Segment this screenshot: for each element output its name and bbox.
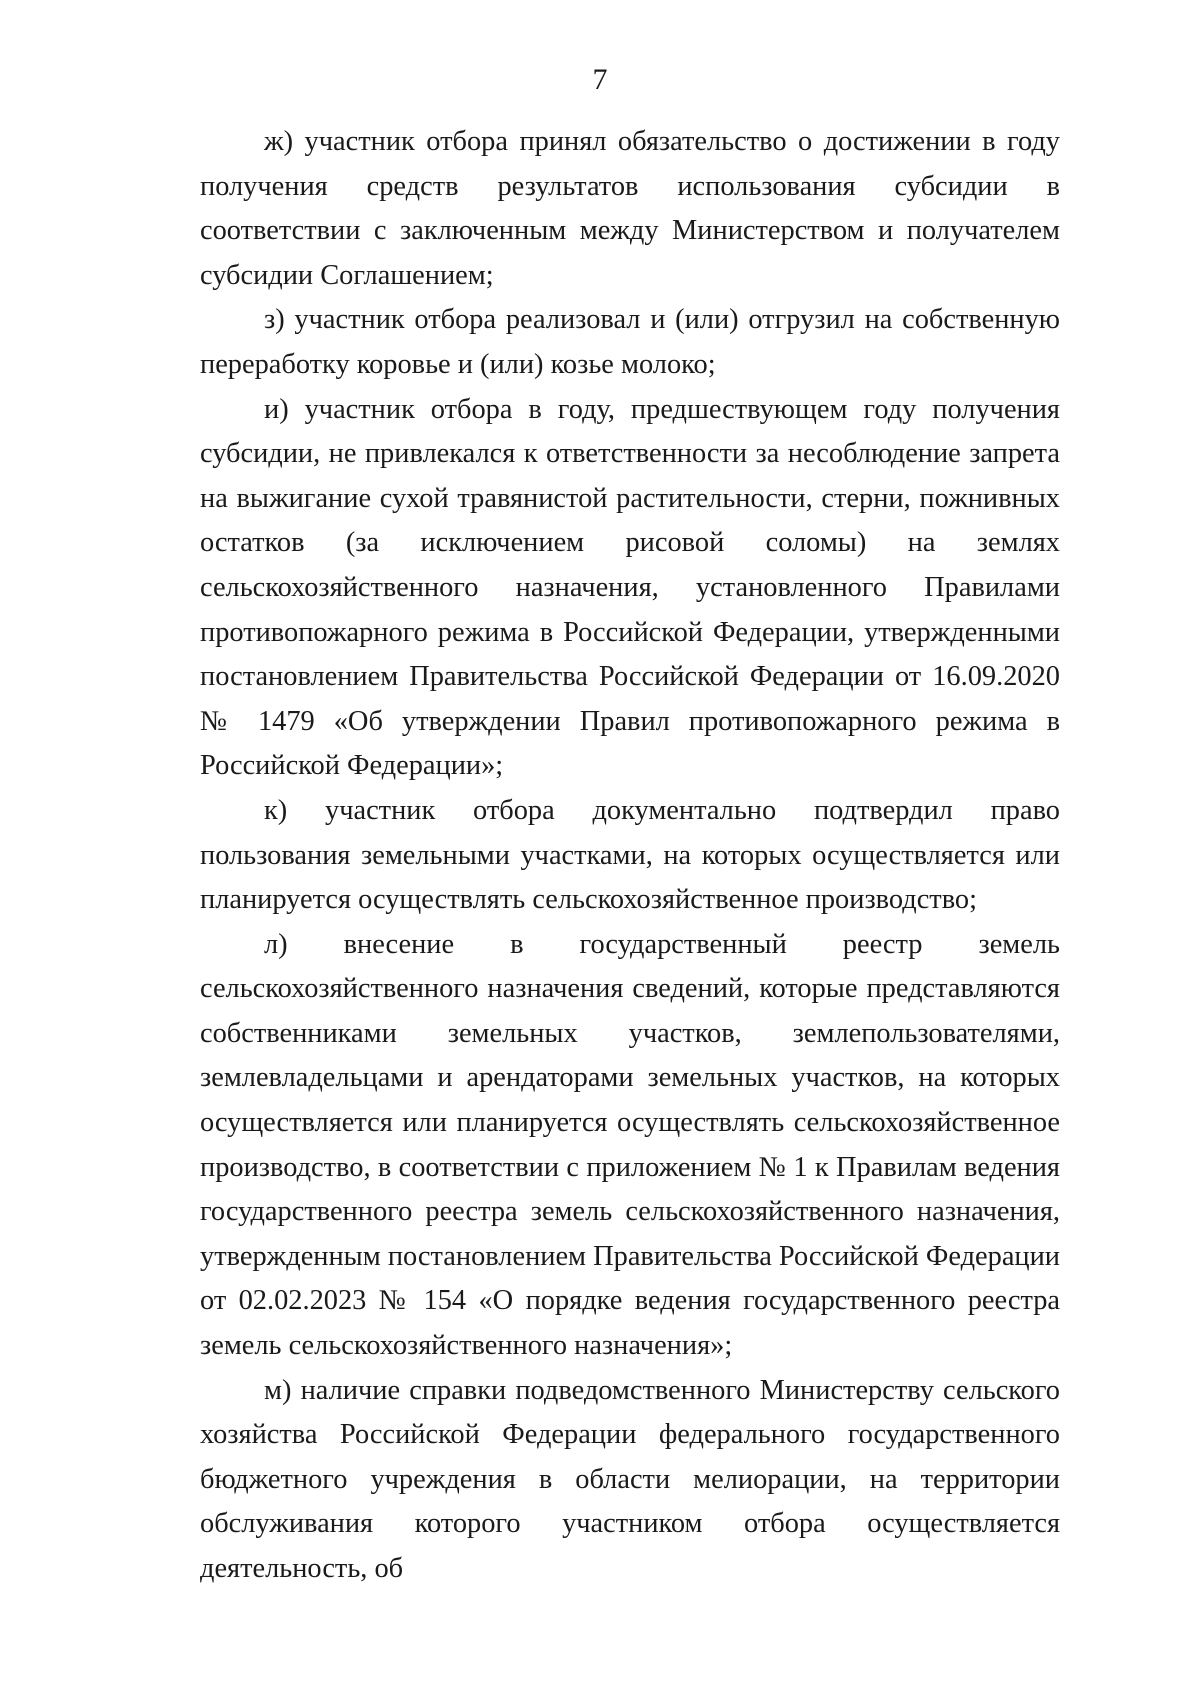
paragraph-l: л) внесение в государственный реестр земель сельскохозяйственного назначения сведений, которые представляются собственниками земельных участков, землепользователями, землевладельцами и арендаторами земельных участков, на которых осуществляется или планируется осуществлять сельскохозяйственное производство, в соответствии с приложением № 1 к Правилам ведения государственного реестра земель сельскохозяйственного назначения, утвержденным постановлением Правительства Российской Федерации от 02.02.2023 № 154 «О порядке ведения государственного реестра земель сельскохозяйственного назначения»; xyxy=(200,928,1060,1362)
paragraph-k: к) участник отбора документально подтвердил право пользования земельными участками, на которых осуществляется или планируется осуществлять сельскохозяйственное производство; xyxy=(200,794,1060,916)
document-body xyxy=(200,120,1060,1592)
paragraph-m: м) наличие справки подведомственного Министерству сельского хозяйства Российской Федерации федерального государственного бюджетного учреждения в области мелиорации, на территории обслуживания которого участником отбора осуществляется деятельность, об xyxy=(200,1374,1060,1584)
paragraph-i: и) участник отбора в году, предшествующем году получения субсидии, не привлекался к ответственности за несоблюдение запрета на выжигание сухой травянистой растительности, стерни, пожнивных остатков (за исключением рисовой соломы) на землях сельскохозяйственного назначения, установленного Правилами противопожарного режима в Российской Федерации, утвержденными постановлением Правительства Российской Федерации от 16.09.2020 № 1479 «Об утверждении Правил противопожарного режима в Российской Федерации»; xyxy=(200,393,1060,782)
paragraph-z: з) участник отбора реализовал и (или) отгрузил на собственную переработку коровье и (или) козье молоко; xyxy=(200,304,1060,380)
paragraph-zh: ж) участник отбора принял обязательство о достижении в году получения средств результатов использования субсидии в соответствии с заключенным между Министерством и получателем субсидии Соглашением; xyxy=(200,126,1060,291)
page-number: 7 xyxy=(592,63,608,96)
